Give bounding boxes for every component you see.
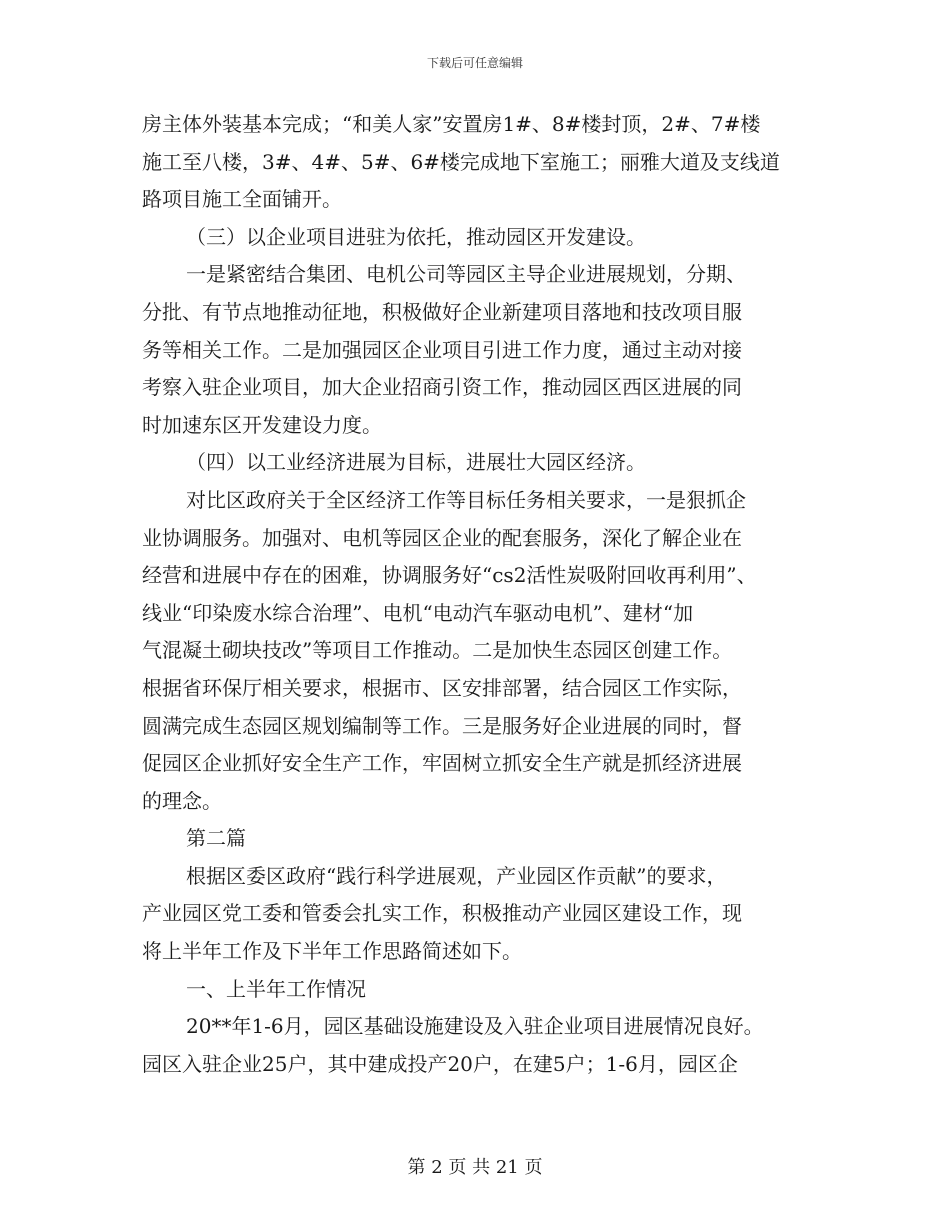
chapter-heading: 第二篇 <box>186 826 246 851</box>
text-line: 一是紧密结合集团、电机公司等园区主导企业进展规划，分期、 <box>186 262 746 287</box>
text-line: 经营和进展中存在的困难，协调服务好“cs2活性炭吸附回收再利用”、 <box>142 563 757 588</box>
section-heading: （三）以企业项目进驻为依托，推动园区开发建设。 <box>186 224 646 249</box>
document-body <box>142 106 818 1083</box>
text-line: 气混凝土砌块技改”等项目工作推动。二是加快生态园区创建工作。 <box>142 638 733 663</box>
text-line: 根据省环保厅相关要求，根据市、区安排部署，结合园区工作实际， <box>142 675 742 700</box>
text-line: 务等相关工作。二是加强园区企业项目引进工作力度，通过主动对接 <box>142 337 742 362</box>
text-line: 路项目施工全面铺开。 <box>142 187 342 212</box>
text-line: 将上半年工作及下半年工作思路简述如下。 <box>142 939 522 964</box>
text-line: 施工至八楼，3#、4#、5#、6#楼完成地下室施工；丽雅大道及支线道 <box>142 149 780 174</box>
text-line: 时加速东区开发建设力度。 <box>142 412 382 437</box>
section-heading: （四）以工业经济进展为目标，进展壮大园区经济。 <box>186 450 646 475</box>
text-line: 产业园区党工委和管委会扎实工作，积极推动产业园区建设工作，现 <box>142 901 742 926</box>
text-line: 促园区企业抓好安全生产工作，牢固树立抓安全生产就是抓经济进展 <box>142 751 742 776</box>
section-heading: 一、上半年工作情况 <box>186 976 366 1001</box>
text-line: 线业“印染废水综合治理”、电机“电动汽车驱动电机”、建材“加 <box>142 600 694 625</box>
text-line: 业协调服务。加强对、电机等园区企业的配套服务，深化了解企业在 <box>142 525 742 550</box>
page-number-footer: 第 2 页 共 21 页 <box>407 1157 543 1178</box>
text-line: 考察入驻企业项目，加大企业招商引资工作，推动园区西区进展的同 <box>142 375 742 400</box>
text-line: 圆满完成生态园区规划编制等工作。三是服务好企业进展的同时，督 <box>142 713 742 738</box>
text-line: 20**年1-6月，园区基础设施建设及入驻企业项目进展情况良好。 <box>186 1014 764 1039</box>
text-line: 分批、有节点地推动征地，积极做好企业新建项目落地和技改项目服 <box>142 299 742 324</box>
text-line: 对比区政府关于全区经济工作等目标任务相关要求，一是狠抓企 <box>186 487 746 512</box>
text-line: 房主体外装基本完成；“和美人家”安置房1#、8#楼封顶，2#、7#楼 <box>142 112 761 136</box>
page-header-note: 下载后可任意编辑 <box>426 56 523 70</box>
text-line: 园区入驻企业25户，其中建成投产20户，在建5户；1-6月，园区企 <box>142 1051 738 1076</box>
text-line: 根据区委区政府“践行科学进展观，产业园区作贡献”的要求， <box>186 863 727 888</box>
text-line: 的理念。 <box>142 788 222 813</box>
